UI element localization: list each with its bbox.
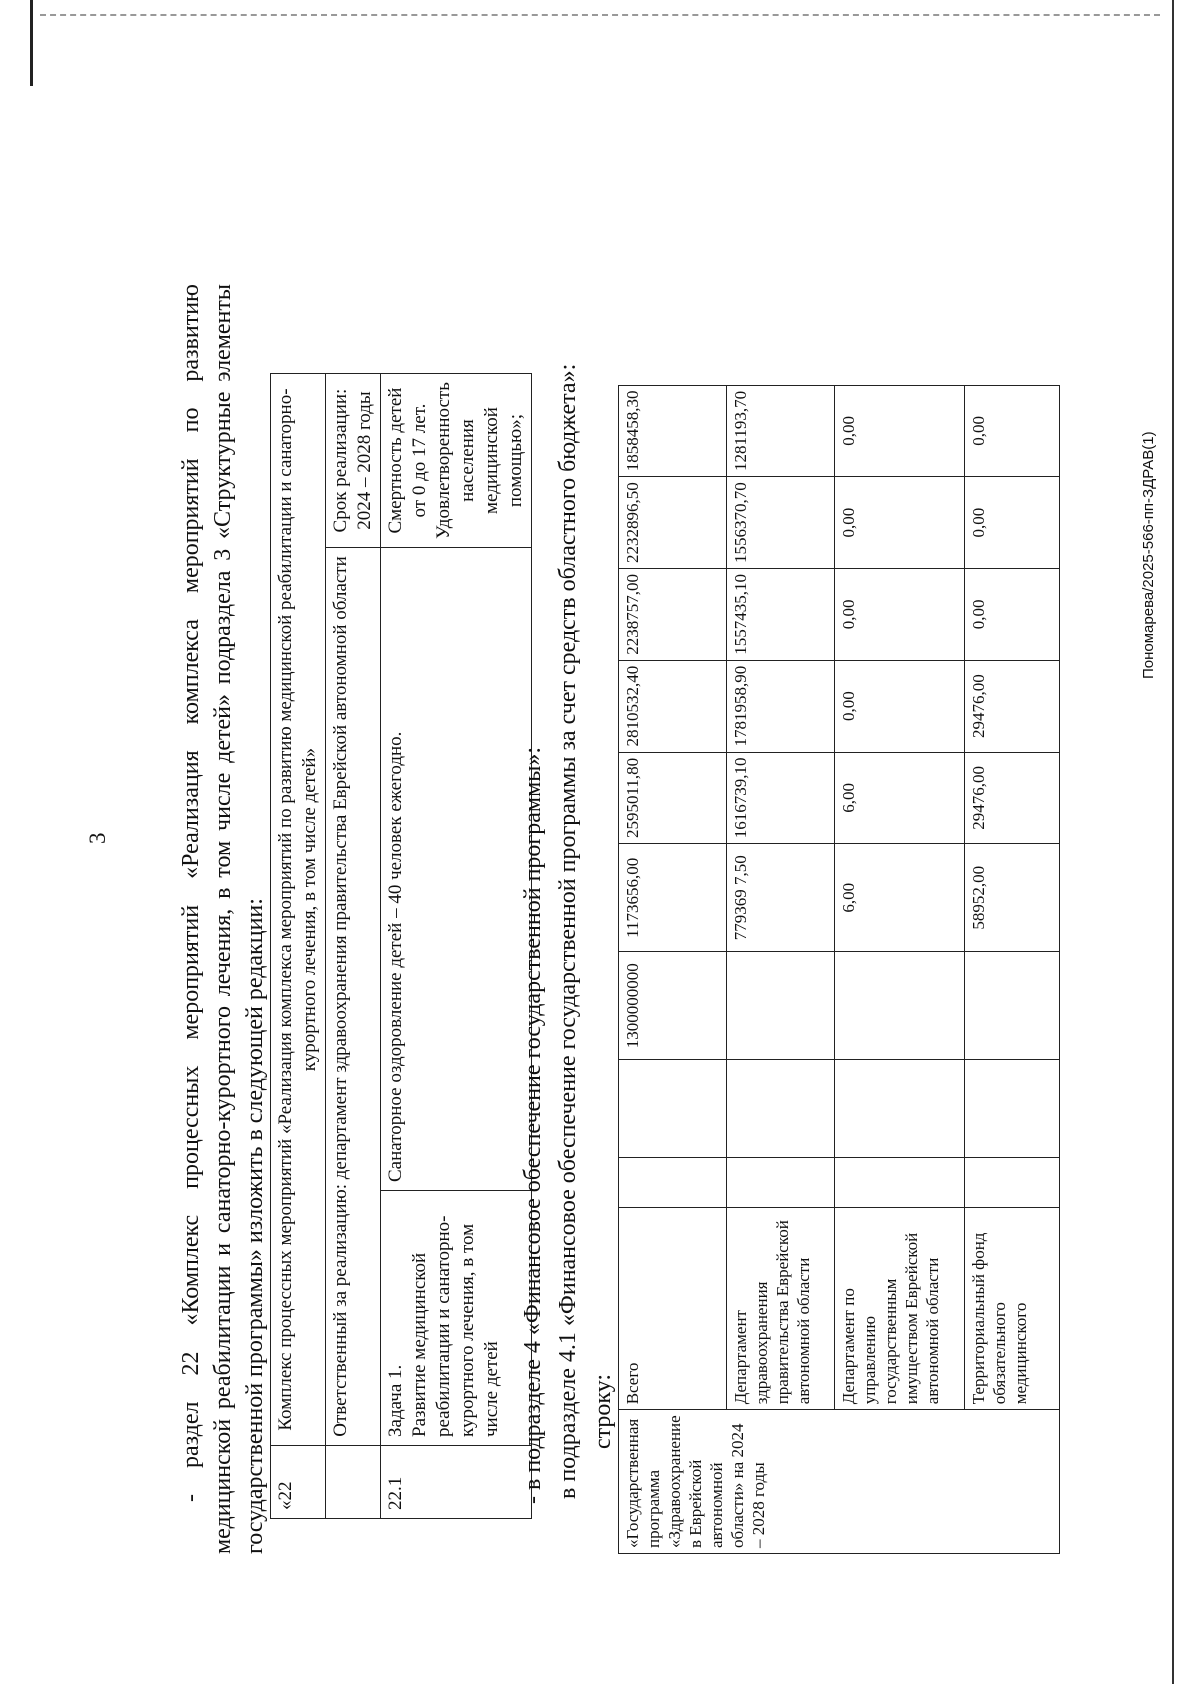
structural-elements-table bbox=[270, 373, 532, 1519]
value-cell: 6,00 bbox=[835, 752, 965, 844]
table-row bbox=[835, 385, 965, 1553]
term-cell: Срок реализации: 2024 – 2028 годы bbox=[326, 374, 381, 548]
value-cell bbox=[619, 1158, 727, 1208]
value-cell: 6,00 bbox=[835, 844, 965, 952]
value-cell: 1556370,70 bbox=[727, 477, 835, 569]
value-cell: 1173656,00 bbox=[619, 844, 727, 952]
value-cell: 0,00 bbox=[835, 385, 965, 477]
source-label: Департамент здравоохранения правительства Еврейской автономной области bbox=[727, 1208, 835, 1410]
value-cell: 0,00 bbox=[965, 569, 1060, 661]
result-cell: Санаторное оздоровление детей – 40 человек ежегодно. bbox=[381, 548, 532, 1191]
value-cell: 0,00 bbox=[965, 385, 1060, 477]
value-cell: 29476,00 bbox=[965, 660, 1060, 752]
complex-title: Комплекс процессных мероприятий «Реализация комплекса мероприятий по развитию медицинской реабилитации и санаторно-курортного лечения, в том числе детей» bbox=[271, 374, 326, 1446]
task-title: Задача 1. bbox=[385, 1364, 406, 1437]
paragraph-line-3: государственной программы» изложить в следующей редакции: bbox=[242, 898, 268, 1554]
value-cell: 2232896,50 bbox=[619, 477, 727, 569]
value-cell bbox=[835, 1060, 965, 1158]
value-cell bbox=[835, 1158, 965, 1208]
value-cell: 29476,00 bbox=[965, 752, 1060, 844]
value-cell bbox=[965, 1158, 1060, 1208]
source-label: Всего bbox=[619, 1208, 727, 1410]
value-cell: 0,00 bbox=[835, 477, 965, 569]
empty-cell bbox=[326, 1446, 381, 1519]
value-cell bbox=[727, 1158, 835, 1208]
value-cell: 1281193,70 bbox=[727, 385, 835, 477]
amendment-paragraph bbox=[175, 284, 271, 1554]
value-cell bbox=[965, 952, 1060, 1060]
value-cell bbox=[835, 952, 965, 1060]
row-label-line: строку: bbox=[590, 1373, 616, 1449]
row-number: 22.1 bbox=[381, 1446, 532, 1519]
value-cell: 779369 7,50 bbox=[727, 844, 835, 952]
indicator-item: Удовлетворенность населения медицинской помощью»; bbox=[433, 382, 526, 539]
source-label: Территориальный фонд обязательного медицинского bbox=[965, 1208, 1060, 1410]
value-cell: 1557435,10 bbox=[727, 569, 835, 661]
source-label: Департамент по управлению государственным имуществом Еврейской автономной области bbox=[835, 1208, 965, 1410]
value-cell: 1781958,90 bbox=[727, 660, 835, 752]
paragraph-line-1: - раздел 22 «Комплекс процессных мероприятий «Реализация комплекса мероприятий по развитию bbox=[178, 284, 204, 1502]
table-row bbox=[271, 374, 326, 1519]
value-cell: 58952,00 bbox=[965, 844, 1060, 952]
task-cell bbox=[381, 1191, 532, 1446]
value-cell bbox=[619, 1060, 727, 1158]
value-cell bbox=[965, 1060, 1060, 1158]
row-number: «22 bbox=[271, 1446, 326, 1519]
subsection-4-line: - в подразделе 4 «Финансовое обеспечение государственной программы»: bbox=[520, 746, 546, 1504]
value-cell bbox=[727, 952, 835, 1060]
indicator-item: Смертность детей от 0 до 17 лет. bbox=[385, 387, 430, 534]
task-text: Развитие медицинской реабилитации и санаторно-курортного лечения, в том числе детей bbox=[409, 1215, 502, 1437]
program-cell: «Государственная программа «Здравоохранение в Еврейской автономной области» на 2024 – 2028 годы bbox=[619, 1410, 1060, 1554]
table-row bbox=[381, 374, 532, 1519]
indicators-cell bbox=[381, 374, 532, 548]
value-cell bbox=[727, 1060, 835, 1158]
value-cell: 0,00 bbox=[965, 477, 1060, 569]
value-cell: 2810532,40 bbox=[619, 660, 727, 752]
value-cell: 0,00 bbox=[835, 569, 965, 661]
value-cell: 2238757,00 bbox=[619, 569, 727, 661]
value-cell: 1616739,10 bbox=[727, 752, 835, 844]
table-row bbox=[965, 385, 1060, 1553]
financing-table bbox=[618, 385, 1060, 1554]
responsible-cell: Ответственный за реализацию: департамент здравоохранения правительства Еврейской автономной области bbox=[326, 548, 381, 1446]
table-row bbox=[619, 385, 727, 1553]
page-number: 3 bbox=[85, 832, 110, 844]
value-cell: 1858458,30 bbox=[619, 385, 727, 477]
document-footer: Пономарева/2025-566-пп-ЗДРАВ(1) bbox=[1140, 431, 1157, 679]
table-row bbox=[326, 374, 381, 1519]
subsection-4-1-line: в подразделе 4.1 «Финансовое обеспечение государственной программы за счет средств областного бюджета»: bbox=[555, 363, 581, 1499]
table-row bbox=[727, 385, 835, 1553]
value-cell: 0,00 bbox=[835, 660, 965, 752]
value-cell: 1300000000 bbox=[619, 952, 727, 1060]
value-cell: 2595011,80 bbox=[619, 752, 727, 844]
paragraph-line-2: медицинской реабилитации и санаторно-курортного лечения, в том числе детей» подраздела 3 «Структурные элементы bbox=[210, 284, 236, 1554]
